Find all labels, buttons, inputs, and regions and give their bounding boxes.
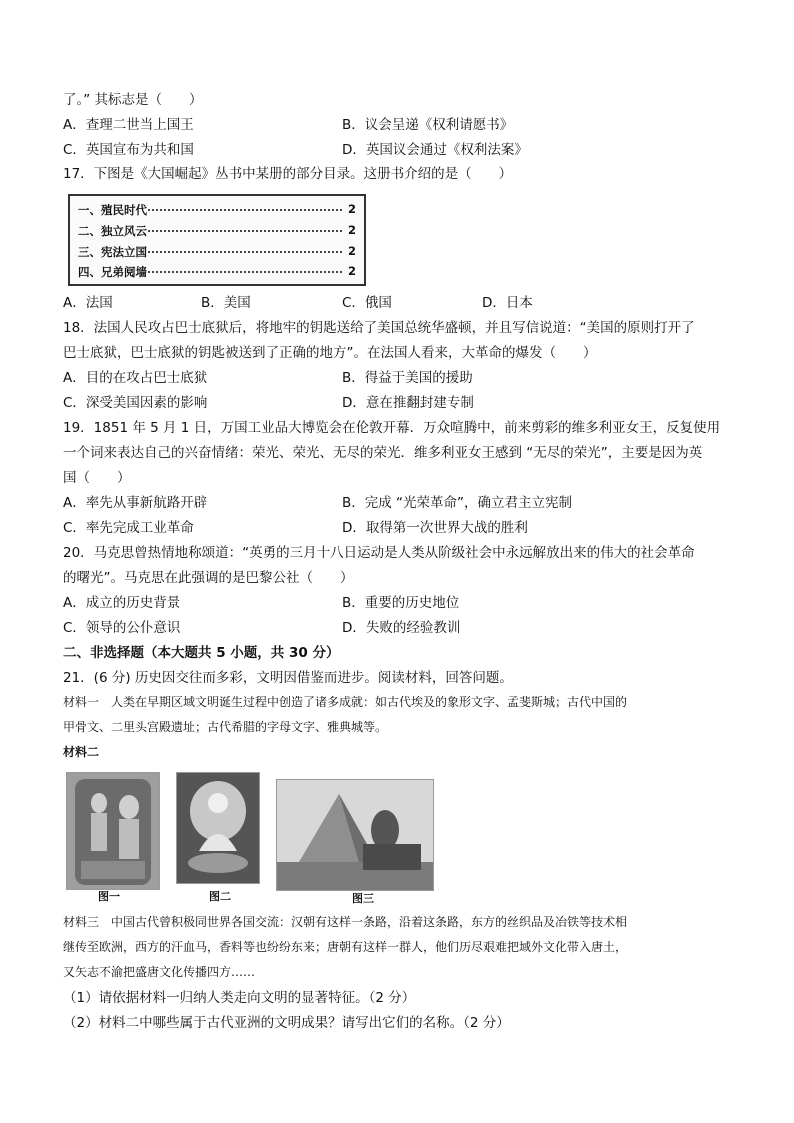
q19-option-a: A．率先从事新航路开辟 (63, 495, 208, 511)
q20-option-a: A．成立的历史背景 (63, 595, 181, 611)
material-one-line2: 甲骨文、二里头宫殿遗址；古代希腊的字母文字、雅典城等。 (63, 720, 388, 734)
q20-option-b: B．重要的历史地位 (342, 595, 460, 611)
q16-option-b: B．议会呈递《权利请愿书》 (342, 117, 514, 133)
q19-stem-line2: 一个词来表达自己的兴奋情绪：荣光、荣光、无尽的荣光．维多利亚女王感到 “无尽的荣光”，主要是因为英 (63, 445, 703, 461)
toc-row (78, 264, 356, 280)
q21-stem: 21．(6 分) 历史因交往而多彩，文明因借鉴而进步。阅读材料，回答问题。 (63, 670, 513, 686)
sphinx-image (277, 780, 433, 890)
toc-row (78, 223, 356, 239)
figure-two-caption: 图二 (209, 890, 231, 903)
q16-option-a: A．查理二世当上国王 (63, 117, 194, 133)
toc-label: 二、独立风云 (78, 224, 147, 238)
figure-one-stele (66, 772, 160, 890)
q20-option-c: C．领导的公仆意识 (63, 620, 181, 636)
q18-option-b: B．得益于美国的援助 (342, 370, 473, 386)
toc-page: 2 (347, 223, 356, 237)
q18-option-d: D．意在推翻封建专制 (342, 395, 474, 411)
q17-option-c: C．俄国 (342, 295, 392, 311)
material-three-line2: 继传至欧洲，西方的汗血马，香料等也纷纷东来；唐朝有这样一群人，他们历尽艰难把域外文化带入唐土， (63, 940, 628, 954)
q16-stem-end: 了。” 其标志是（ ） (63, 92, 203, 108)
figure-three-caption: 图三 (352, 892, 374, 905)
q19-stem-line3: 国（ ） (63, 470, 131, 486)
q17-option-d: D．日本 (482, 295, 533, 311)
q17-stem: 17．下图是《大国崛起》丛书中某册的部分目录。这册书介绍的是（ ） (63, 166, 513, 182)
q18-stem-line2: 巴士底狱，巴士底狱的钥匙被送到了正确的地方”。在法国人看来，大革命的爆发（ ） (63, 345, 597, 361)
q18-stem-line1: 18．法国人民攻占巴士底狱后，将地牢的钥匙送给了美国总统华盛顿，并且写信说道：“美国的原则打开了 (63, 320, 695, 336)
toc-label: 三、宪法立国 (78, 245, 147, 259)
q17-option-b: B．美国 (201, 295, 251, 311)
material-two-label: 材料二 (63, 745, 100, 759)
figure-two-buddha (176, 772, 260, 884)
q18-option-c: C．深受美国因素的影响 (63, 395, 208, 411)
q17-option-a: A．法国 (63, 295, 113, 311)
table-of-contents (68, 194, 366, 286)
q19-option-b: B．完成 “光荣革命”，确立君主立宪制 (342, 495, 573, 511)
q20-stem-line1: 20．马克思曾热情地称颂道：“英勇的三月十八日运动是人类从阶级社会中永远解放出来的伟大的社会革命 (63, 545, 695, 561)
figure-one-caption: 图一 (98, 890, 120, 903)
section-heading: 二、非选择题（本大题共 5 小题，共 30 分） (63, 645, 340, 661)
q18-option-a: A．目的在攻占巴士底狱 (63, 370, 208, 386)
stele-image (67, 773, 159, 889)
q19-option-c: C．率先完成工业革命 (63, 520, 194, 536)
material-one-line1: 材料一 人类在早期区域文明诞生过程中创造了诸多成就：如古代埃及的象形文字、孟斐斯城；古代中国的 (63, 695, 628, 709)
q16-option-d: D．英国议会通过《权利法案》 (342, 142, 528, 158)
figure-three-sphinx (276, 779, 434, 891)
toc-leader (148, 251, 342, 253)
toc-leader (148, 209, 342, 211)
q21-subquestion-2: （2）材料二中哪些属于古代亚洲的文明成果？请写出它们的名称。（2 分） (63, 1015, 510, 1031)
material-three-line1: 材料三 中国古代曾积极同世界各国交流：汉朝有这样一条路，沿着这条路，东方的丝织品及冶铁等技术相 (63, 915, 628, 929)
material-three-line3: 又矢志不渝把盛唐文化传播四方…… (63, 965, 256, 979)
toc-row (78, 244, 356, 260)
q19-stem-line1: 19．1851 年 5 月 1 日，万国工业品大博览会在伦敦开幕．万众喧腾中，前来剪彩的维多利亚女王，反复使用 (63, 420, 721, 436)
toc-page: 2 (347, 264, 356, 278)
q20-option-d: D．失败的经验教训 (342, 620, 461, 636)
q19-option-d: D．取得第一次世界大战的胜利 (342, 520, 528, 536)
toc-page: 2 (347, 202, 356, 216)
toc-label: 一、殖民时代 (78, 203, 147, 217)
buddha-image (177, 773, 259, 883)
q21-subquestion-1: （1）请依据材料一归纳人类走向文明的显著特征。（2 分） (63, 990, 416, 1006)
q16-option-c: C．英国宣布为共和国 (63, 142, 194, 158)
toc-page: 2 (347, 244, 356, 258)
toc-leader (148, 230, 342, 232)
q20-stem-line2: 的曙光”。马克思在此强调的是巴黎公社（ ） (63, 570, 354, 586)
toc-leader (148, 271, 342, 273)
toc-row (78, 202, 356, 218)
toc-label: 四、兄弟阋墙 (78, 265, 147, 279)
